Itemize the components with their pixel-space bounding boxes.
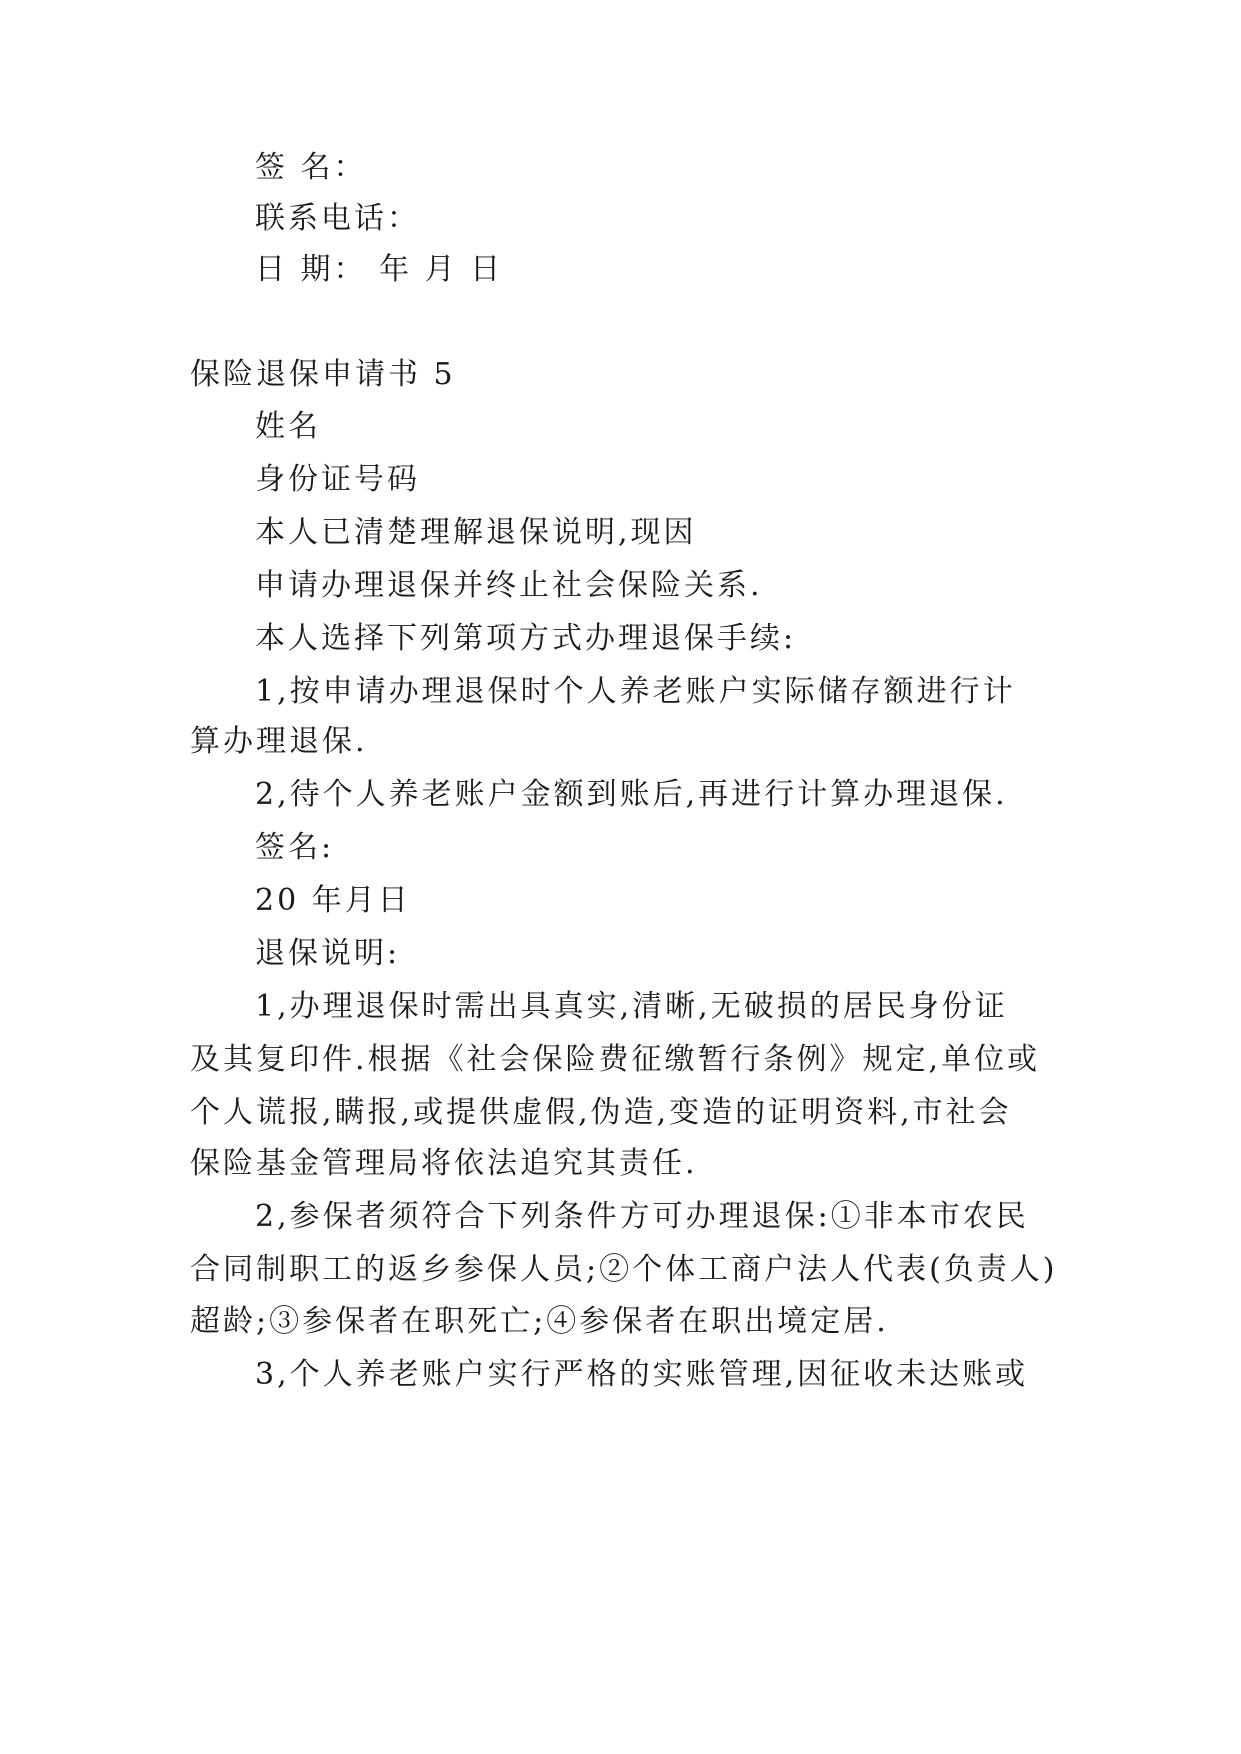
option-1-line-2: 算办理退保.	[190, 724, 368, 759]
note-2-line-2: 合同制职工的返乡参保人员;②个体工商户法人代表(负责人)	[190, 1252, 1058, 1287]
section-sign-label: 签名:	[255, 830, 335, 865]
note-2-line-1: 2,参保者须符合下列条件方可办理退保:①非本市农民	[255, 1199, 1029, 1234]
statement-line-1: 本人已清楚理解退保说明,现因	[255, 515, 697, 550]
notes-title: 退保说明:	[255, 936, 401, 971]
name-label: 姓名	[255, 409, 321, 444]
note-1-line-3: 个人谎报,瞒报,或提供虚假,伪造,变造的证明资料,市社会	[190, 1095, 1012, 1130]
note-1-line-4: 保险基金管理局将依法追究其责任.	[190, 1146, 698, 1181]
statement-line-2: 申请办理退保并终止社会保险关系.	[255, 568, 763, 603]
option-2: 2,待个人养老账户金额到账后,再进行计算办理退保.	[255, 777, 1008, 812]
choice-intro: 本人选择下列第项方式办理退保手续:	[255, 621, 797, 656]
date-label: 日 期： 年 月 日	[255, 252, 504, 287]
note-1-line-1: 1,办理退保时需出具真实,清晰,无破损的居民身份证	[255, 989, 1008, 1024]
note-3-line-1: 3,个人养老账户实行严格的实账管理,因征收未达账或	[255, 1357, 1029, 1392]
note-2-line-3: 超龄;③参保者在职死亡;④参保者在职出境定居.	[190, 1304, 889, 1339]
id-number-label: 身份证号码	[255, 462, 420, 497]
section-title: 保险退保申请书 5	[190, 357, 456, 392]
signature-label: 签 名：	[255, 150, 367, 185]
note-1-line-2: 及其复印件.根据《社会保险费征缴暂行条例》规定,单位或	[190, 1042, 1041, 1077]
phone-label: 联系电话：	[255, 201, 420, 236]
section-date-line: 20 年月日	[255, 883, 411, 918]
option-1-line-1: 1,按申请办理退保时个人养老账户实际储存额进行计	[255, 674, 1016, 709]
